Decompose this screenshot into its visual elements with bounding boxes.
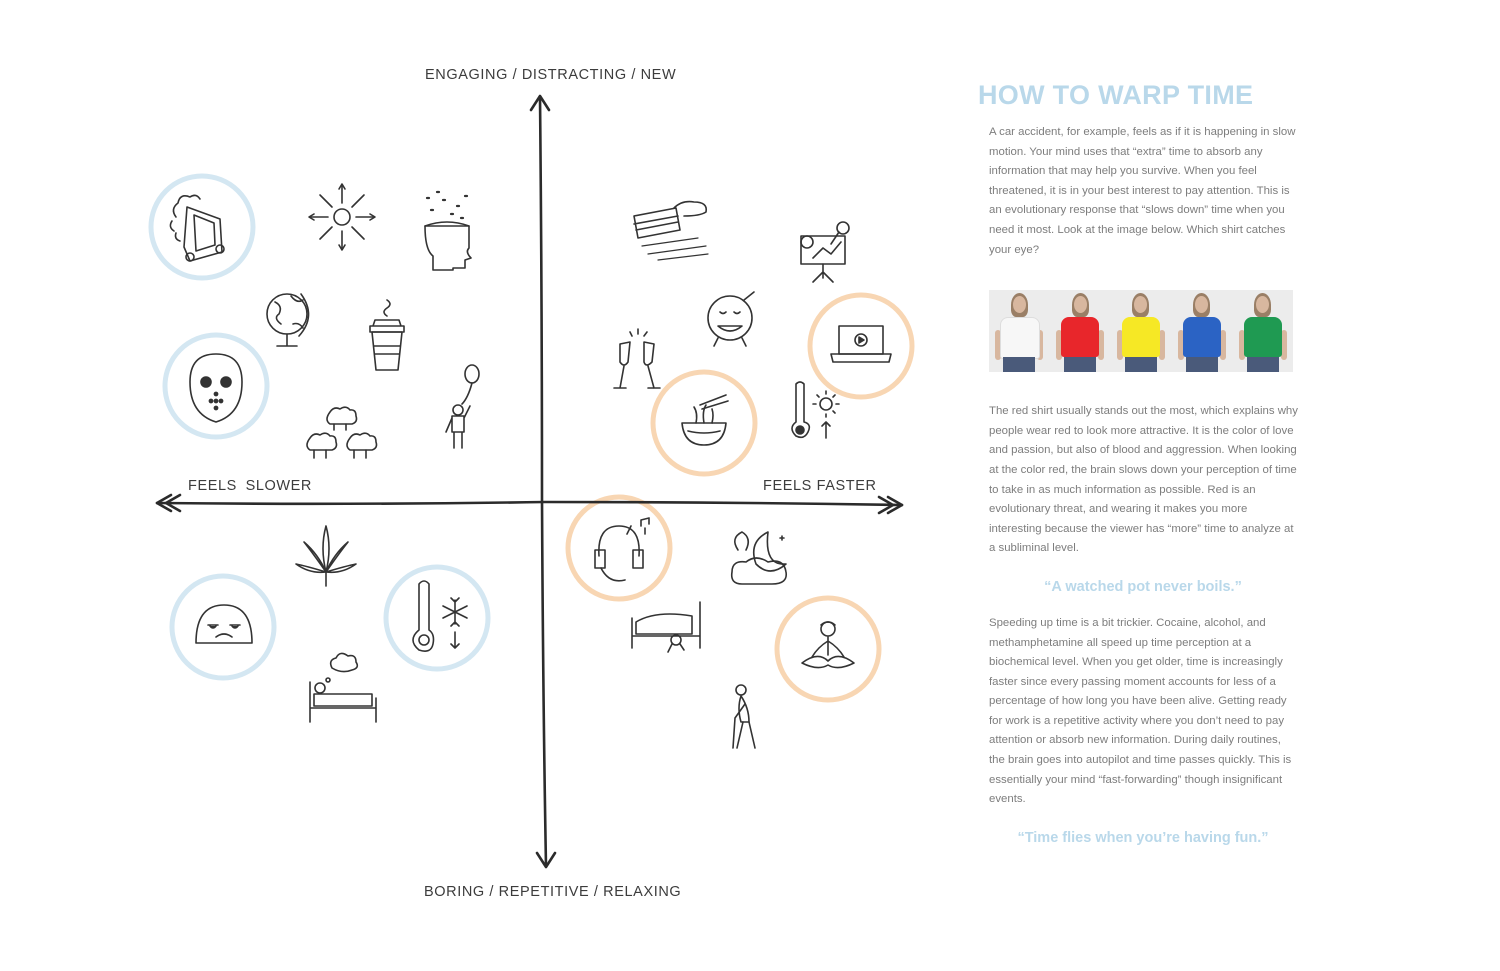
coffee-cup-icon <box>370 300 404 370</box>
ring-bored-face <box>172 576 274 678</box>
axis-label-left: FEELS SLOWER <box>188 478 313 494</box>
highlight-rings <box>151 176 912 700</box>
ring-thermometer-cold <box>386 567 488 669</box>
paragraph-car-accident: A car accident, for example, feels as if it is happening in slow motion. Your mind uses that “extra” time to absorb any information that may help you survive. When you feel threatened, it is in your best interest to pay attention. This is an evolutionary response that “slows down” time when you need it most. Look at the image below. Which shirt catches your eye? <box>989 126 1296 256</box>
presentation-icon <box>801 222 849 282</box>
quote-watched-pot: “A watched pot never boils.” <box>1044 578 1242 595</box>
shirt-model-2 <box>1050 290 1111 372</box>
quote-time-flies: “Time flies when you’re having fun.” <box>1017 829 1269 846</box>
axis-label-top: ENGAGING / DISTRACTING / NEW <box>425 67 677 83</box>
car-crash-icon <box>170 195 224 261</box>
shirt-model-1 <box>989 290 1050 372</box>
hockey-mask-icon <box>190 354 242 422</box>
axis-label-bottom: BORING / REPETITIVE / RELAXING <box>424 884 682 900</box>
moon-pillow-icon <box>732 532 787 584</box>
shirt-color-photo <box>989 290 1293 372</box>
balloon-child-icon <box>446 365 479 448</box>
laptop-icon <box>831 326 891 362</box>
globe-icon <box>267 294 309 346</box>
thermometer-cold-icon <box>413 581 467 651</box>
sleeping-bed-icon <box>310 653 376 722</box>
alarm-face-icon <box>708 292 754 346</box>
mind-expanding-icon <box>425 192 471 270</box>
vertical-axis <box>540 97 546 866</box>
ring-car-crash <box>151 176 253 278</box>
tired-in-bed-icon <box>632 602 700 652</box>
noodle-bowl-icon <box>682 395 728 445</box>
horizontal-axis <box>157 502 902 505</box>
meditation-icon <box>802 622 854 668</box>
sun-rays-icon <box>309 184 375 250</box>
paragraph-speeding-up: Speeding up time is a bit trickier. Cocaine, alcohol, and methamphetamine all speed up time perception at a biochemical level. When you get older, time is increasingly faster since every passing moment accounts for less of a percentage of how long you have been alive. Getting ready for work is a repetitive activity where you don’t need to pay attention or absorb new information. During daily routines, the brain goes into autopilot and time passes quickly. This is essentially your mind “fast-forwarding” though insignificant events. <box>989 616 1292 806</box>
cocaine-lines-icon <box>634 202 708 260</box>
paragraph-red-shirt: The red shirt usually stands out the most, which explains why people wear red to look more attractive. It is the color of love and passion, but also of blood and aggression. When looking at the color red, the brain slows down your perception of time to take in as much information as possible. Red is an evolutionary threat, and wearing it makes you more interesting because the viewer has “more” time to analyze at a subliminal level. <box>989 405 1298 555</box>
champagne-toast-icon <box>614 329 660 388</box>
bored-face-icon <box>196 605 252 643</box>
ring-headphones <box>568 497 670 599</box>
axis-label-right: FEELS FASTER <box>763 478 877 494</box>
headphones-icon <box>595 518 649 581</box>
elderly-person-icon <box>733 685 755 748</box>
shirt-model-5 <box>1232 290 1293 372</box>
panel-title: HOW TO WARP TIME <box>978 80 1254 110</box>
cannabis-leaf-icon <box>296 526 356 586</box>
shirt-model-4 <box>1171 290 1232 372</box>
sheep-icon <box>307 407 377 458</box>
shirt-model-3 <box>1111 290 1172 372</box>
explanation-panel <box>978 80 1308 846</box>
